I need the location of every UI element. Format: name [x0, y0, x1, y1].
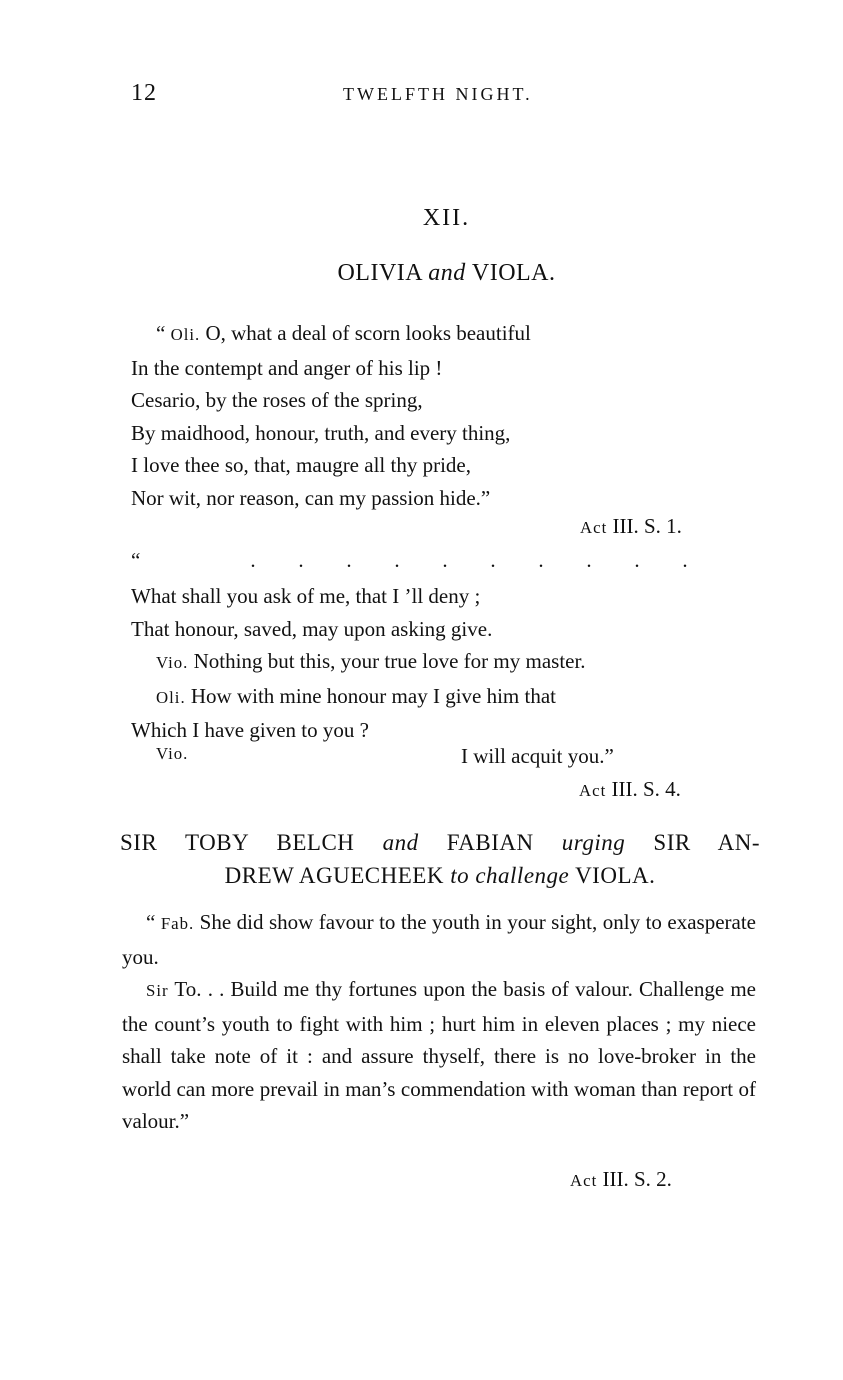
speaker-name: Oli.	[170, 325, 201, 344]
verse-line: By maidhood, honour, truth, and every thing,	[131, 420, 511, 445]
scene-heading-line-1	[120, 826, 760, 859]
open-quote: “	[156, 321, 171, 345]
verse-line: Nor wit, nor reason, can my passion hide.”	[131, 485, 491, 510]
dot: .	[394, 548, 400, 572]
section-number: XII.	[422, 205, 471, 231]
verse-line	[131, 645, 586, 680]
prose-paragraph	[122, 973, 756, 1138]
speaker-name: Vio.	[156, 744, 189, 763]
ellipsis-line	[131, 548, 688, 578]
verse-passage-2	[131, 580, 586, 747]
verse-line: Cesario, by the roses of the spring,	[131, 388, 423, 412]
page-number: 12	[131, 80, 157, 106]
running-title: TWELFTH NIGHT.	[343, 84, 533, 104]
heading-part: VIOLA.	[569, 863, 656, 888]
heading-to-challenge: to challenge	[450, 863, 570, 888]
citation-scene: III. S. 2.	[597, 1167, 672, 1191]
heading-part: DREW AGUECHEEK	[224, 863, 451, 888]
verse-text: Nothing but this, your true love for my master.	[188, 649, 586, 673]
verse-passage-1	[131, 317, 531, 514]
dot: .	[538, 548, 544, 572]
act-citation-1	[580, 514, 682, 539]
open-quote: “	[146, 910, 161, 934]
verse-line: I love thee so, that, maugre all thy pride,	[131, 453, 471, 477]
speaker-name: To.	[168, 977, 202, 1001]
prose-paragraph	[122, 906, 756, 973]
verse-text: I will acquit you.”	[461, 744, 614, 768]
speaker-name: Oli.	[156, 687, 186, 707]
citation-act: Act	[580, 518, 608, 537]
section-title-and: and	[428, 260, 466, 286]
verse-line: What shall you ask of me, that I ’ll deny ;	[131, 584, 481, 608]
heading-part: FABIAN	[418, 830, 562, 855]
prose-text: . . Build me thy fortunes upon the basis of valour. Challenge me the count’s youth to fight with him ; hurt him in eleven places ; my niece shall take note of it : and assure thyself, there is no love-broker in the world can more prevail in man’s commendation with woman than report of valour.”	[122, 977, 756, 1133]
dot: .	[586, 548, 592, 572]
prose-passage	[122, 906, 756, 1138]
prose-text: She did show favour to the youth in your sight, only to exasperate you.	[122, 910, 756, 969]
citation-scene: III. S. 4.	[606, 777, 681, 801]
speaker-name: Fab.	[160, 914, 195, 933]
heading-part: SIR AN-	[625, 830, 760, 855]
act-citation-3	[570, 1167, 672, 1192]
dot: .	[634, 548, 640, 572]
scene-heading	[120, 826, 760, 892]
verse-text: O, what a deal of scorn looks beautiful	[200, 321, 531, 345]
citation-act: Act	[579, 781, 607, 800]
dot: .	[442, 548, 448, 572]
heading-and: and	[382, 830, 419, 855]
verse-line	[131, 680, 586, 715]
ellipsis-dots	[229, 548, 709, 573]
dot: .	[346, 548, 352, 572]
speaker-name: Vio.	[156, 653, 189, 672]
speaker-name: Sir	[146, 981, 169, 1000]
verse-line: Which I have given to you ?	[131, 718, 369, 742]
scene-heading-line-2	[225, 863, 656, 888]
verse-line: In the contempt and anger of his lip !	[131, 355, 443, 380]
section-title	[0, 260, 843, 287]
dot: .	[250, 548, 256, 572]
heading-part: SIR TOBY BELCH	[120, 830, 383, 855]
open-quote: “	[131, 548, 141, 572]
verse-text: How with mine honour may I give him that	[185, 683, 557, 708]
dot: .	[298, 548, 304, 572]
page-header	[0, 80, 843, 110]
dot: .	[682, 548, 688, 572]
heading-urging: urging	[561, 830, 626, 855]
verse-line	[131, 317, 531, 352]
section-title-part: OLIVIA	[337, 260, 429, 286]
section-title-part: VIOLA.	[465, 260, 556, 286]
dot: .	[490, 548, 496, 572]
verse-line: That honour, saved, may upon asking give.	[131, 616, 493, 641]
act-citation-2	[579, 777, 681, 802]
citation-scene: III. S. 1.	[607, 514, 682, 538]
citation-act: Act	[570, 1171, 598, 1190]
